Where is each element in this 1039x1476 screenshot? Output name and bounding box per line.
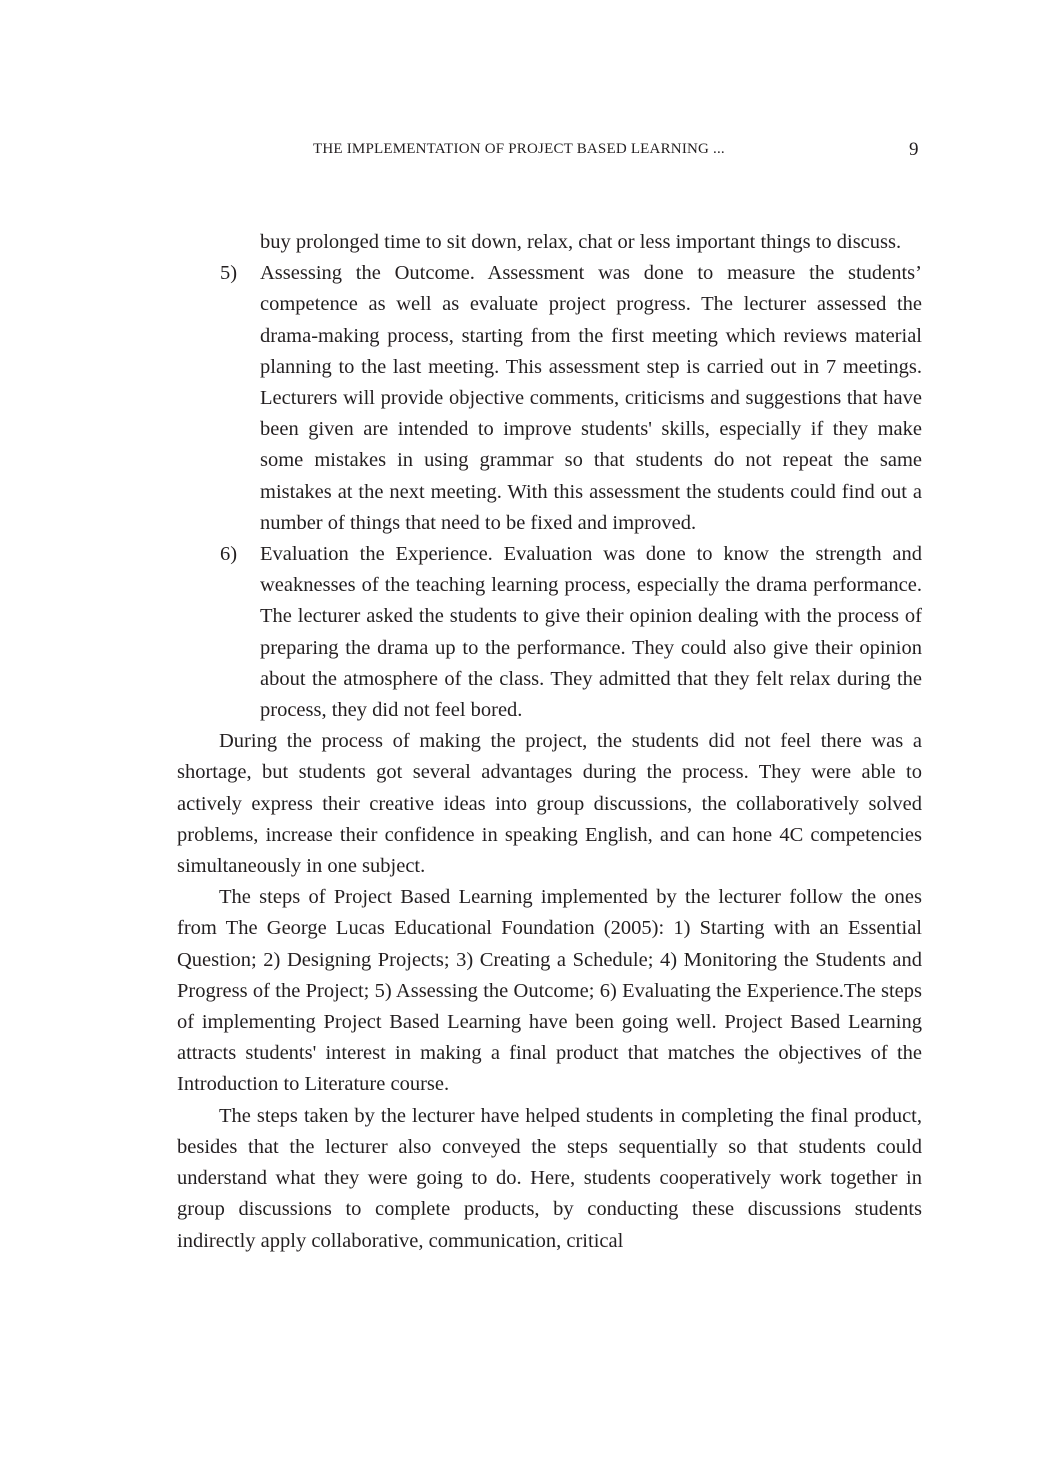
list-number: 6): [220, 543, 238, 566]
list-item-evaluation-experience: [177, 539, 922, 726]
continuation-text: buy prolonged time to sit down, relax, chat or less important things to discuss.: [260, 231, 902, 253]
paragraph-process: During the process of making the project, the students did not feel there was a shortage, but students got several advantages during the process. They were able to actively express their creative ideas into group discussions, the collaboratively solved problems, increase their confidence in speaking English, and can hone 4C competencies simultaneously in one subject.: [177, 730, 922, 878]
running-head: THE IMPLEMENTATION OF PROJECT BASED LEARNING ...: [313, 141, 725, 157]
paragraph-steps: The steps of Project Based Learning implemented by the lecturer follow the ones from The George Lucas Educational Foundation (2005): 1) Starting with an Essential Question; 2) Designing Projects; 3) Creating a Schedule; 4) Monitoring the Students and Progress of the Project; 5) Assessing the Outcome; 6) Evaluating the Experience.The steps of implementing Project Based Learning have been going well. Project Based Learning attracts students' interest in making a final product that matches the objectives of the Introduction to Literature course.: [177, 886, 922, 1096]
paragraph-lecturer-steps: The steps taken by the lecturer have helped students in completing the final product, besides that the lecturer also conveyed the steps sequentially so that students could understand what they were going to do. Here, students cooperatively work together in group discussions to complete products, by conducting these discussions students indirectly apply collaborative, communication, critical: [177, 1104, 922, 1252]
page-number: 9: [909, 139, 919, 160]
list-item-text: Evaluation the Experience. Evaluation was done to know the strength and weaknesses of the teaching learning process, especially the drama performance. The lecturer asked the students to give their opinion dealing with the process of preparing the drama up to the performance. They could also give their opinion about the atmosphere of the class. They admitted that they felt relax during the process, they did not feel bored.: [260, 543, 922, 722]
list-number: 5): [220, 262, 238, 285]
list-item-assessing-outcome: [177, 258, 922, 539]
body-text: [177, 227, 922, 1257]
list-item-text: Assessing the Outcome. Assessment was done to measure the students’ competence as well as evaluate project progress. The lecturer assessed the drama-making process, starting from the first meeting which reviews material planning to the last meeting. This assessment step is carried out in 7 meetings. Lecturers will provide objective comments, criticisms and suggestions that have been given are intended to improve students' skills, especially if they make some mistakes in using grammar so that students do not repeat the same mistakes at the next meeting. With this assessment the students could find out a number of things that need to be fixed and improved.: [260, 262, 922, 534]
